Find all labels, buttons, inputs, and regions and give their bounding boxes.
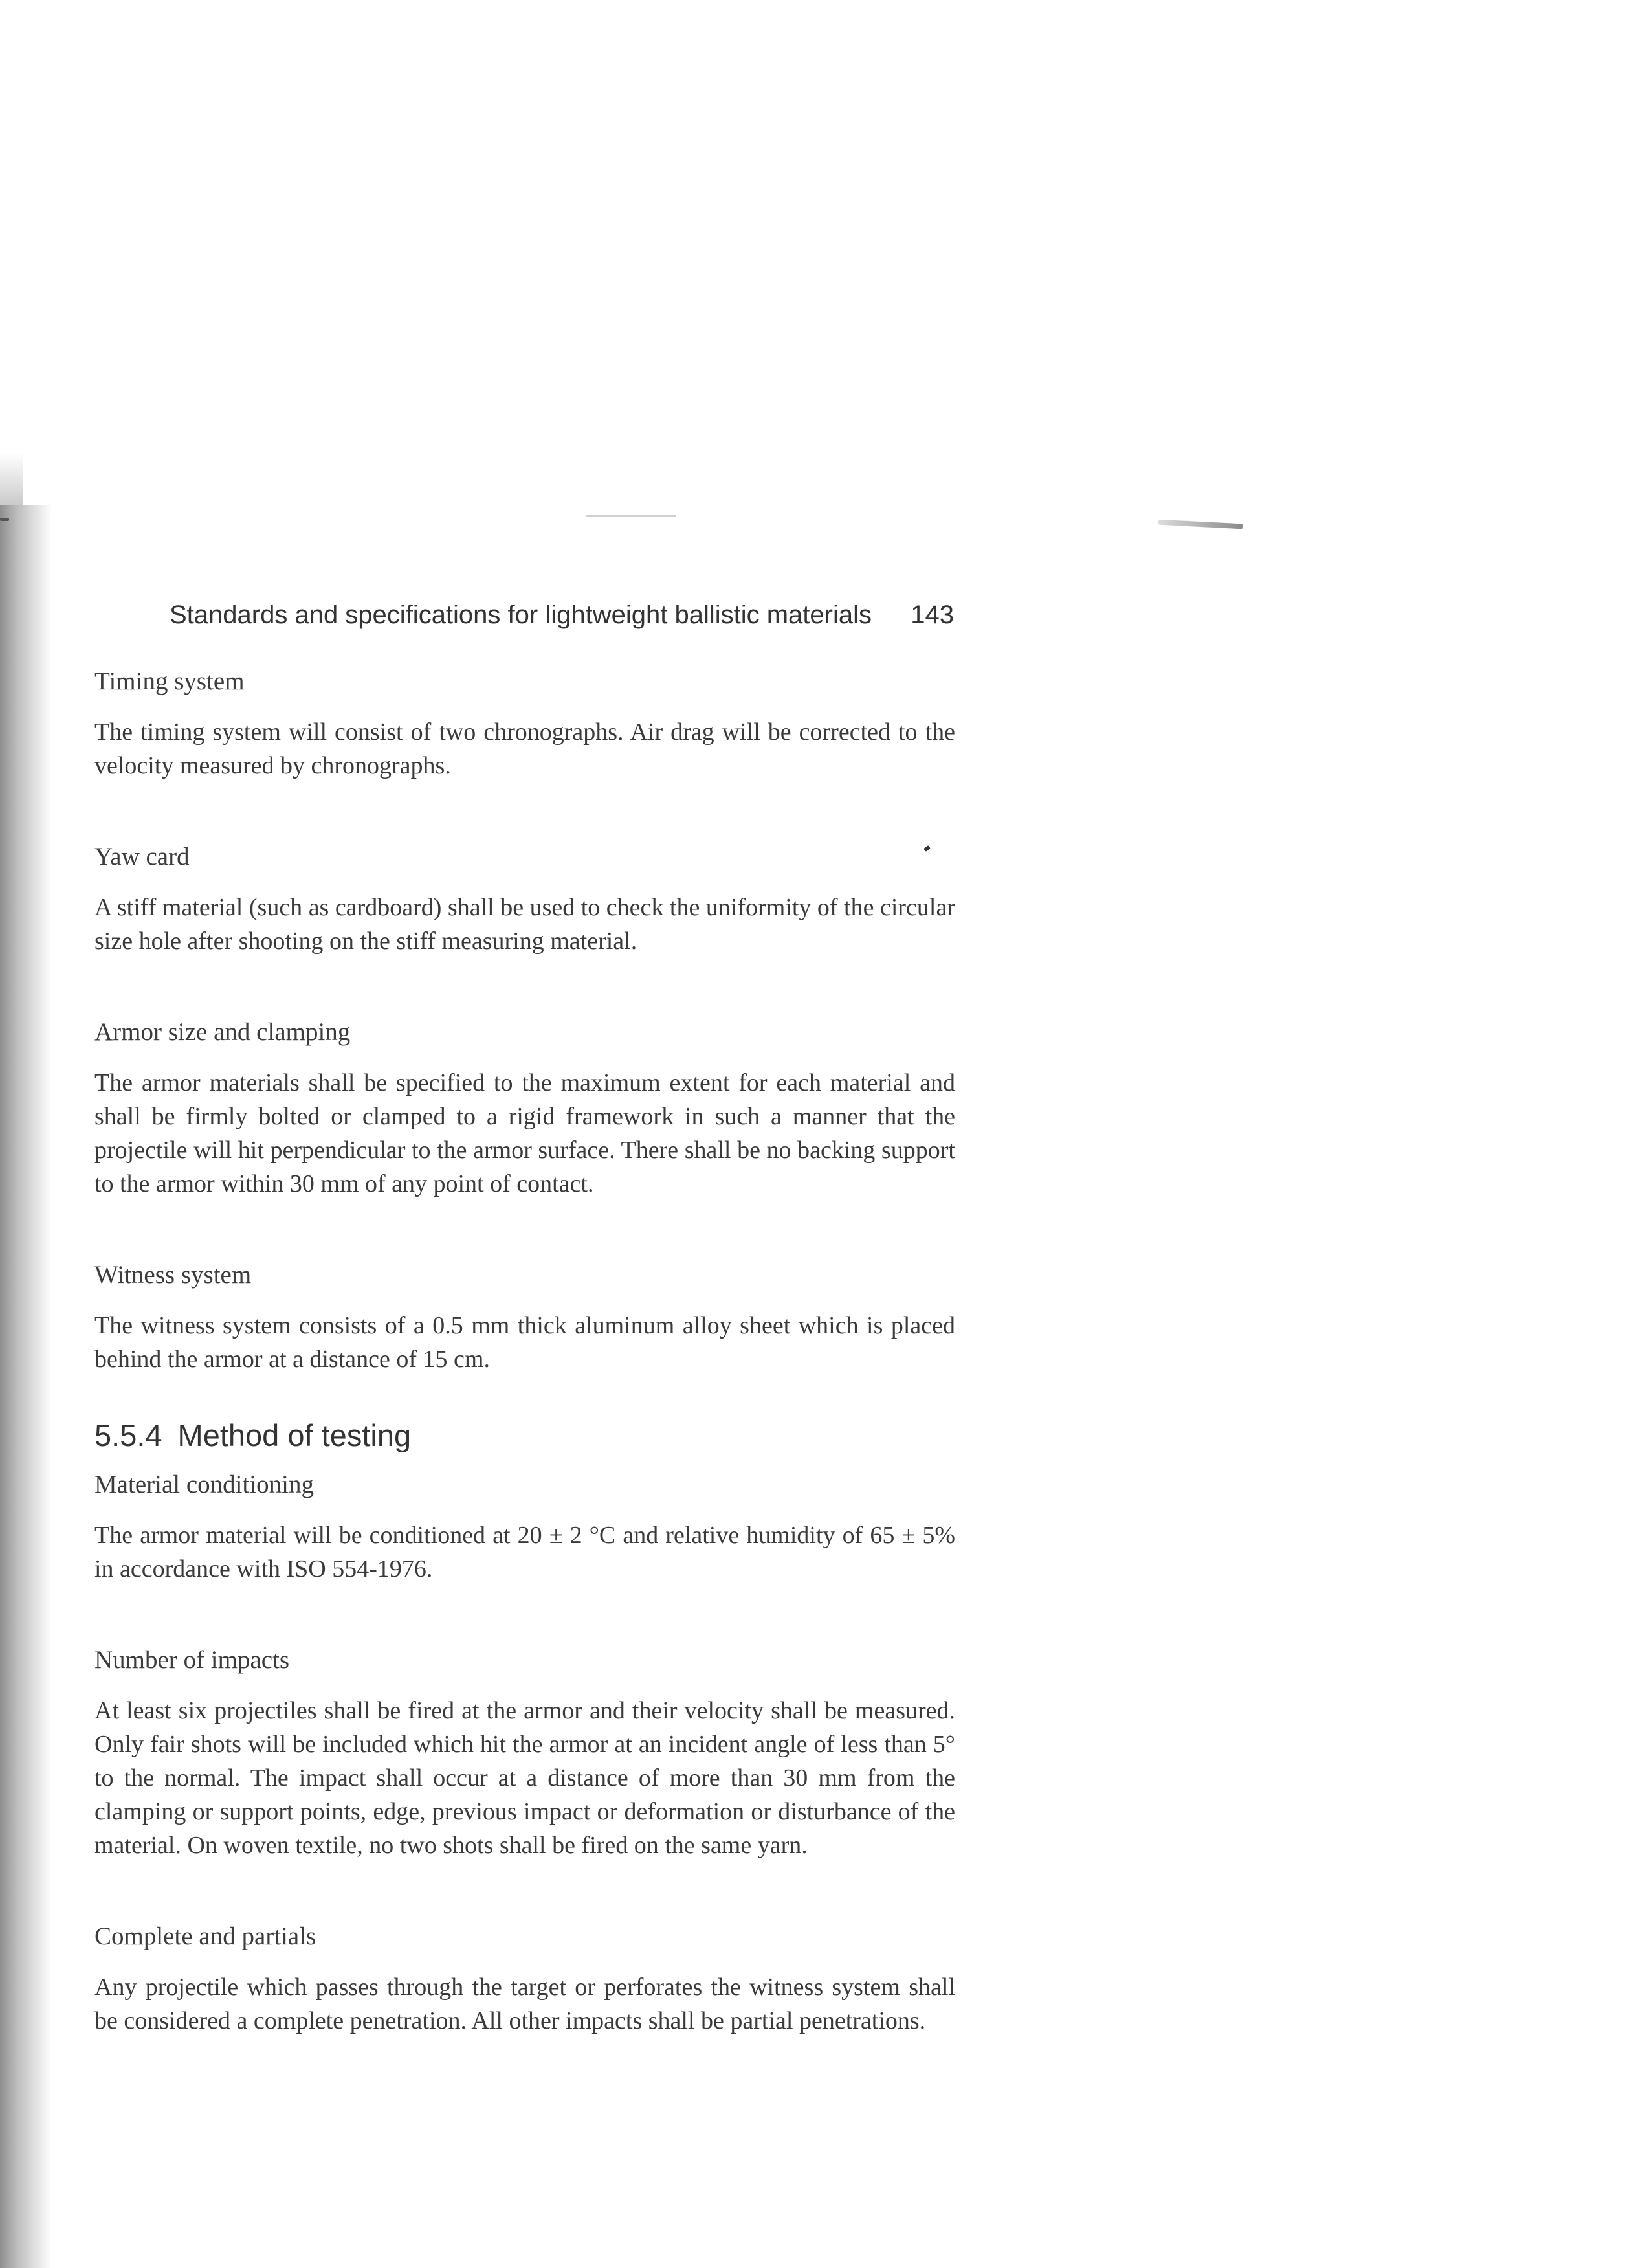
block-number-of-impacts (94, 1645, 955, 1862)
page-body (94, 667, 955, 2097)
section-heading (94, 1418, 955, 1453)
subhead-complete-and-partials: Complete and partials (94, 1922, 316, 1950)
section-title: Method of testing (177, 1418, 412, 1452)
scan-artifact-left (0, 518, 9, 521)
para-number-of-impacts: At least six projectiles shall be fired at the armor and their velocity shall be measured. Only fair shots will be included which hit the armor at an incident angle of less than 5° to the normal. The impact shall occur at a distance of more than 30 mm from the clamping or support points, edge, previous impact or deformation or disturbance of the material. On woven textile, no two shots shall be fired on the same yarn. (94, 1697, 955, 1859)
subhead-material-conditioning: Material conditioning (94, 1471, 315, 1498)
running-head-title: Standards and specifications for lightweight ballistic materials (170, 601, 872, 629)
para-armor-size: The armor materials shall be specified to the maximum extent for each material and shall be firmly bolted or clamped to a rigid framework in such a manner that the projectile will hit perpendicular to the armor surface. There shall be no backing support to the armor within 30 mm of any point of contact. (94, 1069, 955, 1197)
subhead-witness-system: Witness system (94, 1261, 252, 1289)
block-yaw-card (94, 842, 955, 958)
para-material-conditioning: The armor material will be conditioned at 20 ± 2 °C and relative humidity of 65 ± 5% in accordance with ISO 554-1976. (94, 1522, 955, 1583)
block-complete-and-partials (94, 1922, 955, 2038)
block-witness-system (94, 1260, 955, 1376)
scan-artifact-top (586, 515, 676, 517)
subhead-yaw-card: Yaw card (94, 843, 190, 871)
subhead-timing-system: Timing system (94, 667, 245, 695)
para-complete-and-partials: Any projectile which passes through the target or perforates the witness system shall be considered a complete penetration. All other impacts shall be partial penetrations. (94, 1973, 955, 2034)
block-timing-system (94, 667, 955, 783)
block-armor-size (94, 1017, 955, 1201)
running-head (170, 601, 954, 630)
page-number: 143 (911, 601, 954, 629)
para-timing-system: The timing system will consist of two chronographs. Air drag will be corrected to the velocity measured by chronographs. (94, 718, 955, 779)
subhead-armor-size: Armor size and clamping (94, 1018, 351, 1046)
subhead-number-of-impacts: Number of impacts (94, 1646, 290, 1674)
para-yaw-card: A stiff material (such as cardboard) shall be used to check the uniformity of the circular size hole after shooting on the stiff measuring material. (94, 894, 955, 955)
scan-binding-shadow (0, 505, 52, 2268)
scan-artifact-right (1158, 520, 1243, 529)
para-witness-system: The witness system consists of a 0.5 mm thick aluminum alloy sheet which is placed behind the armor at a distance of 15 cm. (94, 1312, 955, 1373)
section-number: 5.5.4 (94, 1418, 162, 1452)
block-material-conditioning (94, 1470, 955, 1586)
